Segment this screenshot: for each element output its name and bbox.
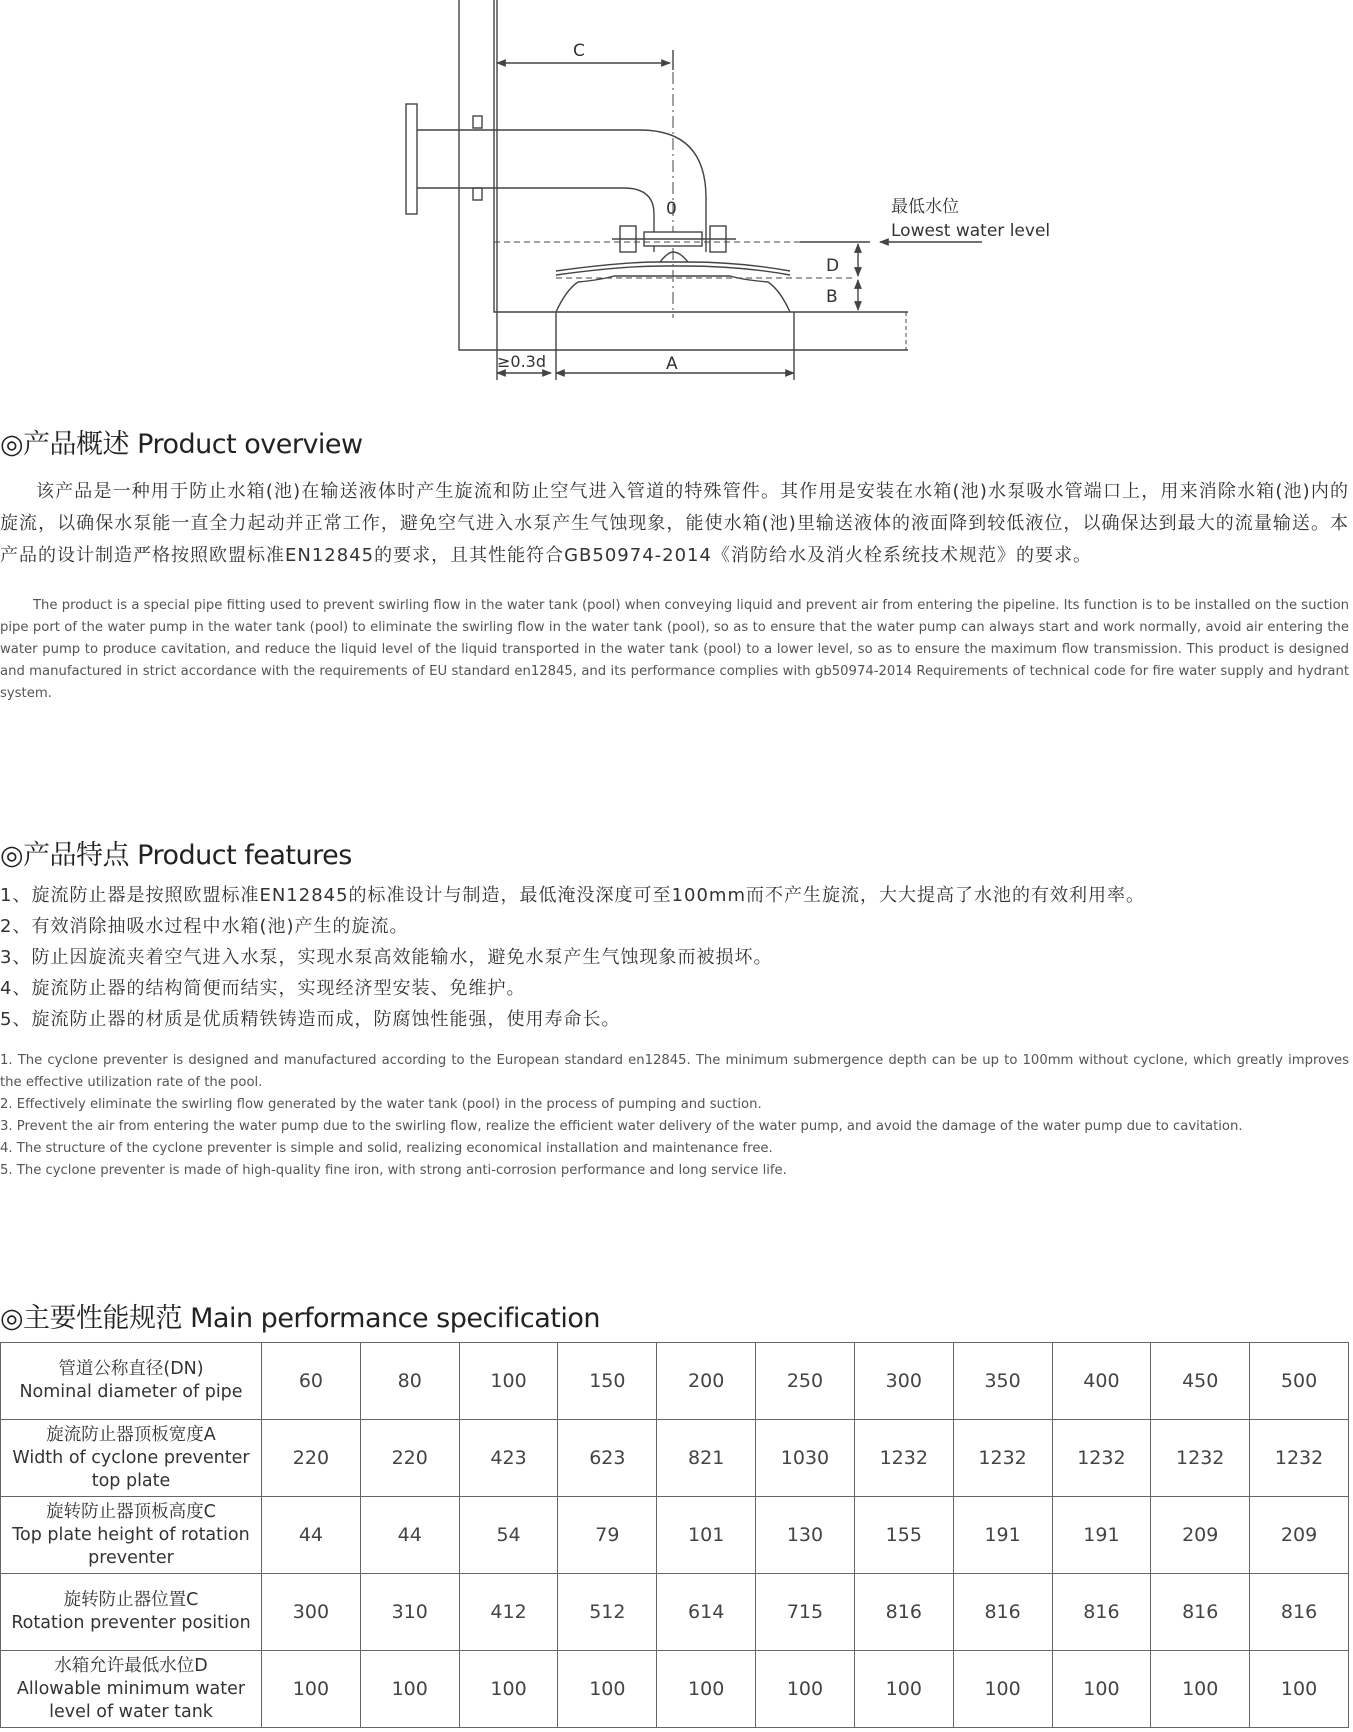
spec-cell: 100 xyxy=(262,1651,361,1728)
spec-title: ◎主要性能规范 Main performance specification xyxy=(0,1303,600,1334)
spec-cell: 60 xyxy=(262,1343,361,1420)
feature-item-en: 3. Prevent the air from entering the water pump due to the swirling flow, realize the efficient water delivery of the water pump, and avoid the damage of the water pump due to cavitation. xyxy=(0,1119,1243,1134)
spec-cell: 300 xyxy=(262,1574,361,1651)
dim-label-c: C xyxy=(573,41,585,61)
spec-cell: 1232 xyxy=(953,1420,1052,1497)
spec-row-header xyxy=(1,1420,262,1497)
feature-item-en: 1. The cyclone preventer is designed and manufactured according to the European standard en12845. The minimum submergence depth can be up to 100mm without cyclone, which greatly improves the effective utilization rate of the pool. xyxy=(0,1053,1349,1090)
spec-cell: 155 xyxy=(854,1497,953,1574)
spec-cell: 150 xyxy=(558,1343,657,1420)
spec-row-header xyxy=(1,1497,262,1574)
spec-row-header-en: Top plate height of rotation preventer xyxy=(12,1524,250,1568)
spec-row xyxy=(1,1651,1349,1728)
feature-item-cn: 2、有效消除抽吸水过程中水箱(池)产生的旋流。 xyxy=(0,916,409,937)
spec-table xyxy=(0,1342,1349,1728)
dim-label-gap: ≥0.3d xyxy=(497,352,547,371)
feature-item-cn: 4、旋流防止器的结构简便而结实，实现经济型安装、免维护。 xyxy=(0,978,526,999)
spec-cell: 220 xyxy=(262,1420,361,1497)
spec-row xyxy=(1,1343,1349,1420)
spec-cell: 100 xyxy=(1052,1651,1151,1728)
spec-cell: 100 xyxy=(953,1651,1052,1728)
feature-item-cn: 1、旋流防止器是按照欧盟标准EN12845的标准设计与制造，最低淹没深度可至100mm而不产生旋流，大大提高了水池的有效利用率。 xyxy=(0,885,1145,906)
spec-cell: 100 xyxy=(657,1651,756,1728)
spec-row-header-en: Allowable minimum water level of water tank xyxy=(16,1678,246,1722)
spec-cell: 1232 xyxy=(854,1420,953,1497)
spec-cell: 100 xyxy=(558,1651,657,1728)
spec-row-header-cn: 管道公称直径(DN) xyxy=(58,1359,204,1379)
spec-cell: 191 xyxy=(953,1497,1052,1574)
feature-item-cn: 3、防止因旋流夹着空气进入水泵，实现水泵高效能输水，避免水泵产生气蚀现象而被损坏。 xyxy=(0,947,773,968)
spec-cell: 816 xyxy=(854,1574,953,1651)
spec-row-header-cn: 旋流防止器顶板宽度A xyxy=(46,1424,216,1445)
spec-cell: 1232 xyxy=(1052,1420,1151,1497)
spec-row xyxy=(1,1497,1349,1574)
spec-row-header-en: Rotation preventer position xyxy=(11,1613,251,1633)
spec-cell: 100 xyxy=(459,1651,558,1728)
lowest-water-level-en: Lowest water level xyxy=(891,221,1051,241)
spec-cell: 1030 xyxy=(756,1420,855,1497)
overview-title: ◎产品概述 Product overview xyxy=(0,429,363,460)
dim-label-d: D xyxy=(826,256,840,276)
features-list-cn xyxy=(0,880,1349,1035)
spec-cell: 350 xyxy=(953,1343,1052,1420)
spec-cell: 623 xyxy=(558,1420,657,1497)
spec-cell: 715 xyxy=(756,1574,855,1651)
spec-row xyxy=(1,1420,1349,1497)
spec-cell: 100 xyxy=(756,1651,855,1728)
spec-cell: 100 xyxy=(1250,1651,1349,1728)
features-list-en xyxy=(0,1050,1349,1182)
spec-cell: 54 xyxy=(459,1497,558,1574)
cyclone-preventer-diagram xyxy=(0,0,1353,390)
spec-row-header xyxy=(1,1574,262,1651)
spec-cell: 200 xyxy=(657,1343,756,1420)
features-title: ◎产品特点 Product features xyxy=(0,840,352,871)
spec-cell: 412 xyxy=(459,1574,558,1651)
spec-cell: 100 xyxy=(854,1651,953,1728)
spec-row xyxy=(1,1574,1349,1651)
spec-cell: 423 xyxy=(459,1420,558,1497)
spec-cell: 250 xyxy=(756,1343,855,1420)
spec-cell: 816 xyxy=(1151,1574,1250,1651)
spec-cell: 79 xyxy=(558,1497,657,1574)
feature-item-en: 2. Effectively eliminate the swirling flow generated by the water tank (pool) in the process of pumping and suction. xyxy=(0,1097,762,1112)
spec-cell: 100 xyxy=(459,1343,558,1420)
spec-row-header-en: Nominal diameter of pipe xyxy=(19,1382,243,1402)
spec-row-header xyxy=(1,1651,262,1728)
spec-cell: 512 xyxy=(558,1574,657,1651)
spec-cell: 209 xyxy=(1250,1497,1349,1574)
overview-text-cn: 该产品是一种用于防止水箱(池)在输送液体时产生旋流和防止空气进入管道的特殊管件。其作用是安装在水箱(池)水泵吸水管端口上，用来消除水箱(池)内的旋流，以确保水泵能一直全力起动并正常工作，避免空气进入水泵产生气蚀现象，能使水箱(池)里输送液体的液面降到较低液位，以确保达到最大的流量输送。本产品的设计制造严格按照欧盟标准EN12845的要求，且其性能符合GB50974-2014《消防给水及消火栓系统技术规范》的要求。 xyxy=(0,481,1349,566)
spec-cell: 44 xyxy=(360,1497,459,1574)
spec-cell: 816 xyxy=(1052,1574,1151,1651)
spec-cell: 44 xyxy=(262,1497,361,1574)
spec-cell: 220 xyxy=(360,1420,459,1497)
spec-cell: 300 xyxy=(854,1343,953,1420)
dim-label-zero: 0 xyxy=(666,199,677,219)
feature-item-en: 4. The structure of the cyclone preventer is simple and solid, realizing economical installation and maintenance free. xyxy=(0,1141,773,1156)
spec-cell: 101 xyxy=(657,1497,756,1574)
spec-cell: 1232 xyxy=(1151,1420,1250,1497)
spec-cell: 130 xyxy=(756,1497,855,1574)
spec-cell: 100 xyxy=(1151,1651,1250,1728)
spec-cell: 1232 xyxy=(1250,1420,1349,1497)
spec-cell: 816 xyxy=(953,1574,1052,1651)
overview-text-en: The product is a special pipe fitting used to prevent swirling flow in the water tank (pool) when conveying liquid and prevent air from entering the pipeline. Its function is to be installed on the suction pipe port of the water pump in the water tank (pool) to eliminate the swirling flow in the water tank (pool), so as to ensure that the water pump can always start and work normally, avoid air entering the water pump to produce cavitation, and reduce the liquid level of the liquid transported in the water tank (pool) to a lower level, so as to ensure the maximum flow transmission. This product is designed and manufactured in strict accordance with the requirements of EU standard en12845, and its performance complies with gb50974-2014 Requirements of technical code for fire water supply and hydrant system. xyxy=(0,598,1349,701)
spec-cell: 614 xyxy=(657,1574,756,1651)
spec-cell: 450 xyxy=(1151,1343,1250,1420)
spec-cell: 80 xyxy=(360,1343,459,1420)
spec-cell: 209 xyxy=(1151,1497,1250,1574)
spec-cell: 816 xyxy=(1250,1574,1349,1651)
dim-label-a: A xyxy=(666,354,678,374)
spec-cell: 400 xyxy=(1052,1343,1151,1420)
feature-item-cn: 5、旋流防止器的材质是优质精铁铸造而成，防腐蚀性能强，使用寿命长。 xyxy=(0,1009,621,1030)
spec-cell: 191 xyxy=(1052,1497,1151,1574)
spec-cell: 821 xyxy=(657,1420,756,1497)
spec-row-header-en: Width of cyclone preventer top plate xyxy=(12,1447,250,1491)
spec-cell: 500 xyxy=(1250,1343,1349,1420)
spec-cell: 100 xyxy=(360,1651,459,1728)
spec-row-header xyxy=(1,1343,262,1420)
spec-row-header-cn: 水箱允许最低水位D xyxy=(54,1655,208,1676)
lowest-water-level-cn: 最低水位 xyxy=(891,197,959,217)
dim-label-b: B xyxy=(826,287,838,307)
spec-cell: 310 xyxy=(360,1574,459,1651)
feature-item-en: 5. The cyclone preventer is made of high-quality fine iron, with strong anti-corrosion performance and long service life. xyxy=(0,1163,787,1178)
spec-row-header-cn: 旋转防止器顶板高度C xyxy=(46,1501,216,1522)
spec-row-header-cn: 旋转防止器位置C xyxy=(63,1590,199,1610)
